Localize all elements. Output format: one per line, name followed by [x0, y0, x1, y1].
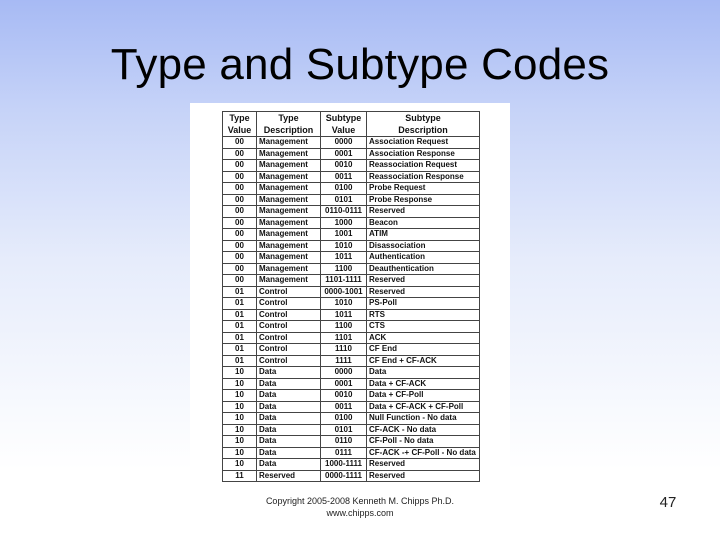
type-value-cell: 00 [223, 137, 257, 149]
copyright-footer [200, 495, 520, 519]
type-description-cell: Control [257, 286, 321, 298]
header-type-description-line2: Description [263, 125, 314, 135]
subtype-value-cell: 1011 [321, 252, 367, 264]
type-value-cell: 10 [223, 390, 257, 402]
subtype-value-cell: 1010 [321, 298, 367, 310]
type-description-cell: Management [257, 229, 321, 241]
table-row [223, 171, 480, 183]
type-value-cell: 01 [223, 298, 257, 310]
subtype-value-cell: 0100 [321, 183, 367, 195]
type-description-cell: Management [257, 240, 321, 252]
type-description-cell: Data [257, 367, 321, 379]
type-description-cell: Management [257, 183, 321, 195]
type-value-cell: 10 [223, 447, 257, 459]
subtype-value-cell: 0011 [321, 171, 367, 183]
table-row [223, 275, 480, 287]
type-description-cell: Management [257, 137, 321, 149]
type-value-cell: 10 [223, 367, 257, 379]
table-row [223, 344, 480, 356]
subtype-description-cell: Reassociation Response [367, 171, 480, 183]
type-description-cell: Control [257, 321, 321, 333]
type-description-cell: Management [257, 171, 321, 183]
header-subtype-value [321, 112, 367, 137]
subtype-value-cell: 0010 [321, 160, 367, 172]
subtype-description-cell: Data + CF-ACK [367, 378, 480, 390]
subtype-description-cell: RTS [367, 309, 480, 321]
subtype-description-cell: CF-Poll - No data [367, 436, 480, 448]
subtype-value-cell: 1101 [321, 332, 367, 344]
table-row [223, 447, 480, 459]
subtype-description-cell: ACK [367, 332, 480, 344]
type-description-cell: Data [257, 413, 321, 425]
table-row [223, 286, 480, 298]
subtype-description-cell: PS-Poll [367, 298, 480, 310]
header-type-description [257, 112, 321, 137]
type-description-cell: Data [257, 390, 321, 402]
type-description-cell: Control [257, 298, 321, 310]
subtype-value-cell: 1100 [321, 321, 367, 333]
subtype-value-cell: 0101 [321, 424, 367, 436]
type-description-cell: Data [257, 447, 321, 459]
type-value-cell: 00 [223, 240, 257, 252]
type-description-cell: Data [257, 436, 321, 448]
table-row [223, 413, 480, 425]
table-row [223, 459, 480, 471]
type-value-cell: 00 [223, 275, 257, 287]
subtype-value-cell: 0101 [321, 194, 367, 206]
type-value-cell: 10 [223, 413, 257, 425]
subtype-description-cell: Data [367, 367, 480, 379]
subtype-description-cell: Probe Response [367, 194, 480, 206]
subtype-description-cell: Reserved [367, 206, 480, 218]
header-type-value-line1: Type [229, 113, 250, 123]
type-value-cell: 00 [223, 252, 257, 264]
type-description-cell: Management [257, 160, 321, 172]
subtype-description-cell: ATIM [367, 229, 480, 241]
subtype-value-cell: 1110 [321, 344, 367, 356]
table-row [223, 160, 480, 172]
subtype-value-cell: 0001 [321, 148, 367, 160]
table-row [223, 367, 480, 379]
subtype-description-cell: Association Request [367, 137, 480, 149]
table-image-panel [190, 103, 510, 485]
type-value-cell: 00 [223, 194, 257, 206]
page-number: 47 [659, 494, 677, 511]
type-description-cell: Management [257, 217, 321, 229]
type-description-cell: Control [257, 332, 321, 344]
table-row [223, 252, 480, 264]
subtype-description-cell: Beacon [367, 217, 480, 229]
type-value-cell: 01 [223, 332, 257, 344]
table-row [223, 240, 480, 252]
subtype-value-cell: 0100 [321, 413, 367, 425]
type-value-cell: 00 [223, 160, 257, 172]
type-description-cell: Data [257, 424, 321, 436]
type-value-cell: 00 [223, 229, 257, 241]
type-description-cell: Management [257, 263, 321, 275]
table-row [223, 217, 480, 229]
header-subtype-value-line1: Subtype [325, 113, 362, 123]
table-row [223, 148, 480, 160]
table-body [223, 137, 480, 482]
type-value-cell: 00 [223, 183, 257, 195]
type-description-cell: Control [257, 344, 321, 356]
subtype-value-cell: 0000 [321, 137, 367, 149]
type-description-cell: Data [257, 378, 321, 390]
type-description-cell: Management [257, 252, 321, 264]
header-subtype-description [367, 112, 480, 137]
type-description-cell: Data [257, 459, 321, 471]
type-description-cell: Control [257, 309, 321, 321]
header-subtype-description-line1: Subtype [405, 113, 441, 123]
type-value-cell: 01 [223, 286, 257, 298]
subtype-description-cell: Authentication [367, 252, 480, 264]
type-value-cell: 10 [223, 378, 257, 390]
table-row [223, 424, 480, 436]
type-value-cell: 10 [223, 436, 257, 448]
type-description-cell: Reserved [257, 470, 321, 482]
subtype-value-cell: 0000-1111 [321, 470, 367, 482]
type-value-cell: 01 [223, 355, 257, 367]
header-type-value-line2: Value [227, 125, 252, 135]
type-description-cell: Management [257, 148, 321, 160]
type-value-cell: 00 [223, 263, 257, 275]
subtype-value-cell: 1001 [321, 229, 367, 241]
type-value-cell: 00 [223, 171, 257, 183]
subtype-description-cell: Disassociation [367, 240, 480, 252]
subtype-value-cell: 0111 [321, 447, 367, 459]
subtype-value-cell: 0110 [321, 436, 367, 448]
type-value-cell: 01 [223, 344, 257, 356]
subtype-description-cell: Reserved [367, 286, 480, 298]
header-type-value [223, 112, 257, 137]
subtype-value-cell: 0000-1001 [321, 286, 367, 298]
header-subtype-description-line2: Description [398, 125, 448, 135]
subtype-value-cell: 0000 [321, 367, 367, 379]
type-value-cell: 10 [223, 401, 257, 413]
table-row [223, 332, 480, 344]
header-type-description-line1: Type [278, 113, 299, 123]
table-row [223, 355, 480, 367]
subtype-value-cell: 0010 [321, 390, 367, 402]
subtype-value-cell: 1000 [321, 217, 367, 229]
subtype-description-cell: Reassociation Request [367, 160, 480, 172]
subtype-description-cell: Deauthentication [367, 263, 480, 275]
type-value-cell: 00 [223, 206, 257, 218]
subtype-value-cell: 1000-1111 [321, 459, 367, 471]
website-text: www.chipps.com [326, 508, 394, 518]
table-row [223, 390, 480, 402]
subtype-description-cell: Reserved [367, 470, 480, 482]
table-row [223, 183, 480, 195]
type-subtype-table [222, 111, 480, 482]
header-row [223, 112, 480, 137]
table-row [223, 263, 480, 275]
table-row [223, 401, 480, 413]
type-description-cell: Management [257, 275, 321, 287]
subtype-description-cell: CF-ACK -+ CF-Poll - No data [367, 447, 480, 459]
subtype-description-cell: Data + CF-ACK + CF-Poll [367, 401, 480, 413]
type-description-cell: Data [257, 401, 321, 413]
subtype-description-cell: Probe Request [367, 183, 480, 195]
subtype-description-cell: CTS [367, 321, 480, 333]
type-value-cell: 10 [223, 424, 257, 436]
table-row [223, 378, 480, 390]
table-header [223, 112, 480, 137]
table-row [223, 194, 480, 206]
subtype-value-cell: 1101-1111 [321, 275, 367, 287]
subtype-value-cell: 1011 [321, 309, 367, 321]
subtype-value-cell: 1010 [321, 240, 367, 252]
subtype-description-cell: Data + CF-Poll [367, 390, 480, 402]
type-value-cell: 00 [223, 217, 257, 229]
type-description-cell: Management [257, 194, 321, 206]
table-row [223, 298, 480, 310]
header-subtype-value-line2: Value [331, 125, 356, 135]
slide-title: Type and Subtype Codes [110, 40, 610, 89]
table-row [223, 309, 480, 321]
type-value-cell: 10 [223, 459, 257, 471]
type-description-cell: Control [257, 355, 321, 367]
table-row [223, 321, 480, 333]
table-row [223, 436, 480, 448]
subtype-description-cell: Reserved [367, 459, 480, 471]
subtype-description-cell: CF-ACK - No data [367, 424, 480, 436]
copyright-text: Copyright 2005-2008 Kenneth M. Chipps Ph.D. [265, 496, 455, 506]
subtype-value-cell: 0011 [321, 401, 367, 413]
subtype-description-cell: Association Response [367, 148, 480, 160]
table-row [223, 137, 480, 149]
type-description-cell: Management [257, 206, 321, 218]
subtype-value-cell: 1111 [321, 355, 367, 367]
subtype-description-cell: Null Function - No data [367, 413, 480, 425]
subtype-description-cell: CF End [367, 344, 480, 356]
type-value-cell: 01 [223, 321, 257, 333]
type-value-cell: 01 [223, 309, 257, 321]
table-row [223, 229, 480, 241]
type-value-cell: 11 [223, 470, 257, 482]
subtype-value-cell: 0001 [321, 378, 367, 390]
subtype-description-cell: Reserved [367, 275, 480, 287]
table-row [223, 206, 480, 218]
table-row [223, 470, 480, 482]
subtype-value-cell: 1100 [321, 263, 367, 275]
type-value-cell: 00 [223, 148, 257, 160]
subtype-value-cell: 0110-0111 [321, 206, 367, 218]
subtype-description-cell: CF End + CF-ACK [367, 355, 480, 367]
